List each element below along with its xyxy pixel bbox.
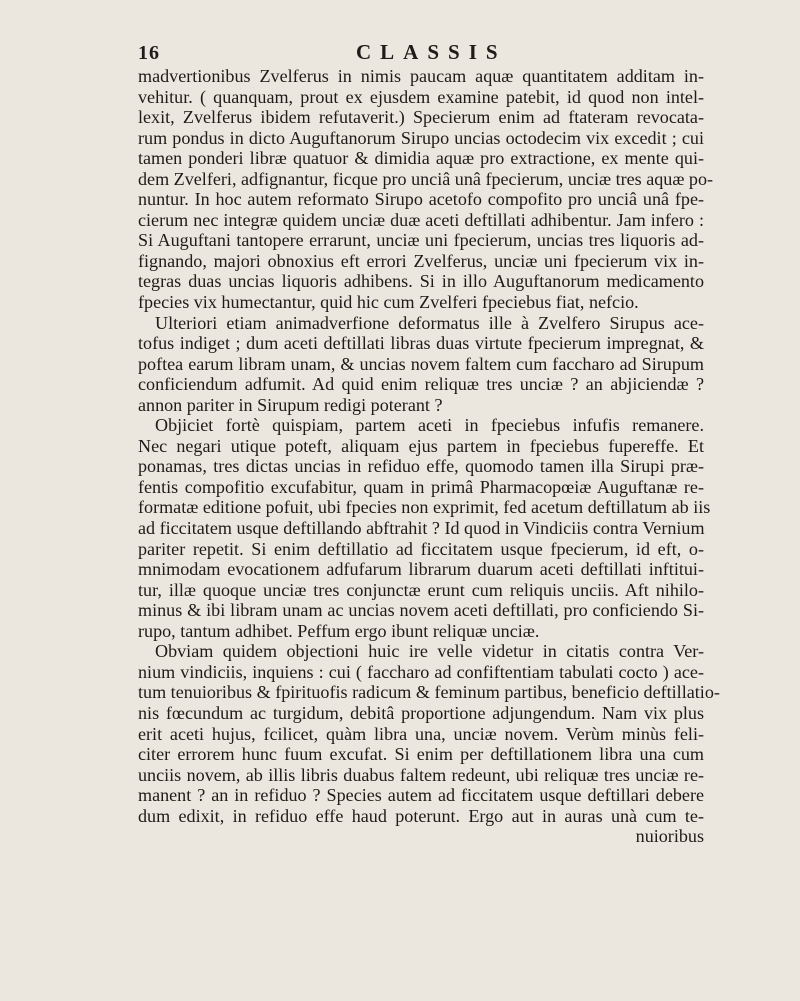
text-line: rupo, tantum adhibet. Peffum ergo ibunt reliquæ unciæ. xyxy=(138,620,540,641)
text-line: tum tenuioribus & fpirituofis radicum & feminum partibus, beneficio deftillatio- xyxy=(138,682,720,703)
running-head: CLASSIS xyxy=(356,40,507,64)
text-line: manent ? an in refiduo ? Species autem ad ficcitatem usque deftillari debere xyxy=(138,785,704,806)
text-line: Nec negari utique poteft, aliquam ejus partem in fpeciebus fupereffe. Et xyxy=(138,435,704,456)
text-line: tofus indiget ; dum aceti deftillati libras duas virtute fpecierum impregnat, & xyxy=(138,333,704,354)
text-line: nis fœcundum ac turgidum, debitâ proportione adjungendum. Nam vix plus xyxy=(138,702,704,723)
text-line: cierum nec integræ quidem unciæ duæ aceti deftillati adhibentur. Jam infero : xyxy=(138,209,704,230)
text-line: madvertionibus Zvelferus in nimis paucam aquæ quantitatem additam in- xyxy=(138,66,704,86)
text-line: Ulteriori etiam animadverfione deformatus ille à Zvelfero Sirupus ace- xyxy=(155,312,704,333)
text-line: fentis compofitio excufabitur, quam in primâ Pharmacopœiæ Auguftanæ re- xyxy=(138,476,704,497)
page-header xyxy=(138,38,698,68)
text-line: pariter repetit. Si enim deftillatio ad ficcitatem usque fpecierum, id eft, o- xyxy=(138,538,704,559)
text-line: nium vindiciis, inquiens : cui ( faccharo ad confiftentiam tabulati cocto ) ace- xyxy=(138,661,704,682)
text-line: tamen ponderi libræ quatuor & dimidia aquæ pro extractione, ex mente qui- xyxy=(138,148,704,169)
text-line: mnimodam evocationem adfufarum librarum duarum aceti deftillati inftitui- xyxy=(138,559,704,580)
text-line: fpecies vix humectantur, quid hic cum Zvelferi fpeciebus fiat, nefcio. xyxy=(138,292,639,313)
text-line: citer errorem hunc fuum excufat. Si enim per deftillationem libra una cum xyxy=(138,744,704,765)
text-line: nuntur. In hoc autem reformato Sirupo acetofo compofito pro unciâ unâ fpe- xyxy=(138,189,704,210)
text-line: tur, illæ quoque unciæ tres conjunctæ erunt cum reliquis unciis. Aft nihilo- xyxy=(138,579,704,600)
text-line: lexit, Zvelferus ibidem refutaverit.) Specierum enim ad ftateram revocata- xyxy=(138,107,704,128)
text-line: dem Zvelferi, adfignantur, ficque pro unciâ unâ fpecierum, unciæ tres aquæ po- xyxy=(138,168,714,189)
catchword: nuioribus xyxy=(635,826,704,847)
text-line: dum edixit, in refiduo effe haud poterunt. Ergo aut in auras unà cum te- xyxy=(138,805,704,826)
text-line: vehitur. ( quanquam, prout ex ejusdem examine patebit, id quod non intel- xyxy=(138,86,704,107)
text-line: poftea earum libram unam, & uncias novem faltem cum faccharo ad Sirupum xyxy=(138,353,704,374)
text-line: tegras duas uncias liquoris adhibens. Si in illo Auguftanorum medicamento xyxy=(138,271,704,292)
text-line: Si Auguftani tantopere errarunt, unciæ uni fpecierum, uncias tres liquoris ad- xyxy=(138,230,704,251)
text-line: Objiciet fortè quispiam, partem aceti in fpeciebus infufis remanere. xyxy=(155,415,704,436)
body-text xyxy=(138,66,720,847)
text-line: fignando, majori obnoxius eft errori Zvelferus, unciæ uni fpecierum vix in- xyxy=(138,250,704,271)
text-line: unciis novem, ab illis libris duabus faltem redeunt, ubi reliquæ tres unciæ re- xyxy=(138,764,704,785)
text-line: erit aceti hujus, fcilicet, quàm libra una, unciæ novem. Verùm minùs feli- xyxy=(138,723,704,744)
text-line: annon pariter in Sirupum redigi poterant ? xyxy=(138,394,443,415)
text-line: conficiendum adfumit. Ad quid enim reliquæ tres unciæ ? an abjiciendæ ? xyxy=(138,374,704,395)
text-line: minus & ibi libram unam ac uncias novem aceti deftillati, pro conficiendo Si- xyxy=(138,600,704,621)
text-line: formatæ editione pofuit, ubi fpecies non exprimit, fed acetum deftillatum ab iis xyxy=(138,497,711,518)
text-line: rum pondus in dicto Auguftanorum Sirupo uncias octodecim vix excedit ; cui xyxy=(138,127,704,148)
page-number: 16 xyxy=(138,42,160,64)
text-line: Obviam quidem objectioni huic ire velle videtur in citatis contra Ver- xyxy=(155,641,704,662)
text-line: ad ficcitatem usque deftillando abftrahit ? Id quod in Vindiciis contra Vernium xyxy=(138,518,705,539)
text-line: ponamas, tres dictas uncias in refiduo effe, quomodo tamen illa Sirupi præ- xyxy=(138,456,704,477)
